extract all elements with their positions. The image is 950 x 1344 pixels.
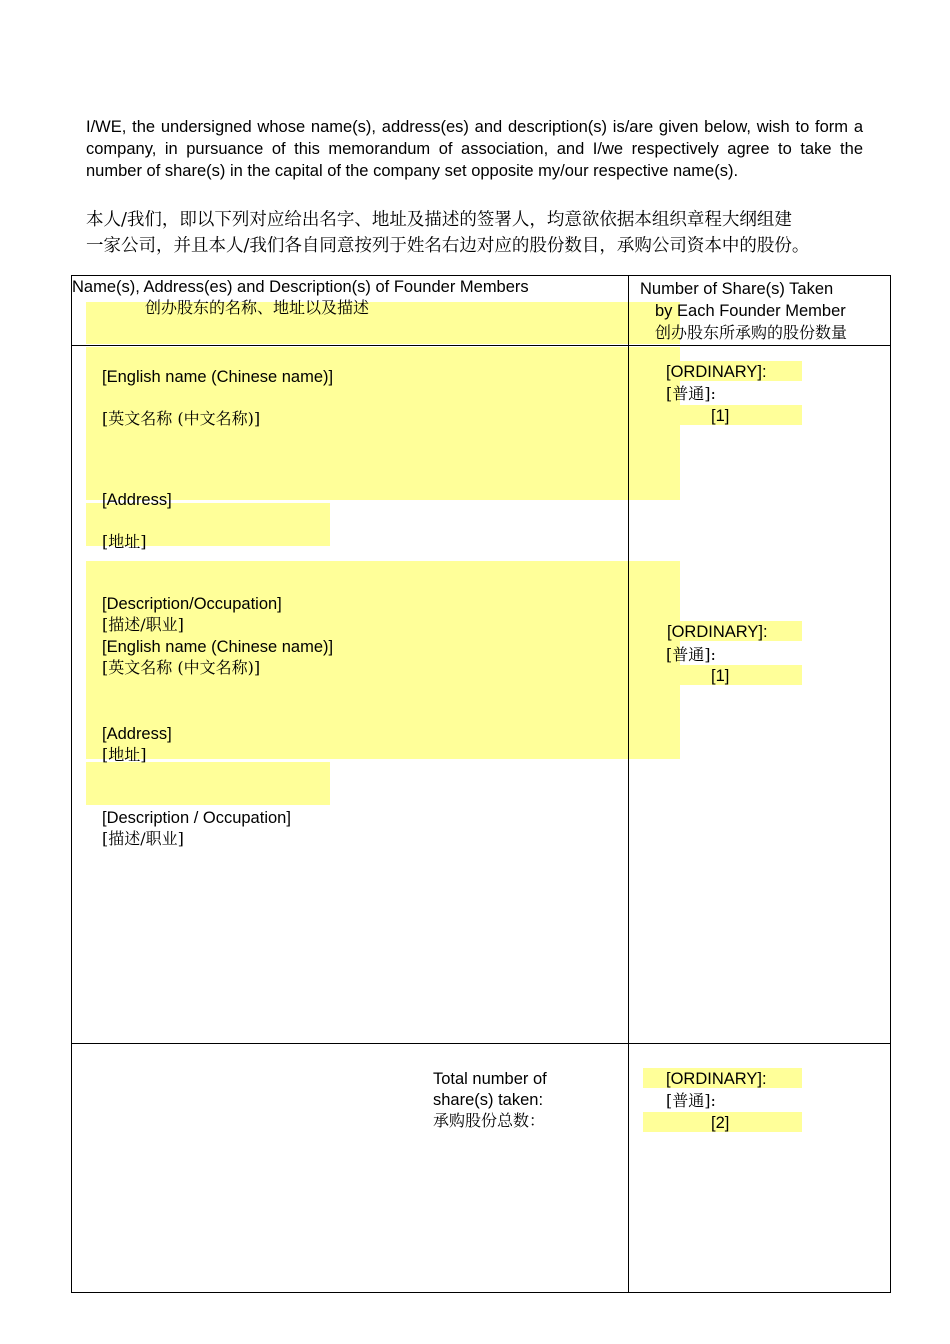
total-share-class-english: [ORDINARY]: [666, 1070, 767, 1088]
member1-share-class-chinese: [普通]: [666, 384, 716, 403]
total-share-count: [2] [711, 1114, 730, 1132]
member2-share-class-english: [ORDINARY]: [667, 623, 768, 641]
intro-english: I/WE, the undersigned whose name(s), address(es) and description(s) is/are given below, wish to form a company, in pursuance of this memorandum of association, and I/we respectively agree to take the number of share(s) in the capital of the company set opposite my/our respective name(s). [86, 118, 863, 180]
member2-description-english: [Description / Occupation] [102, 809, 291, 827]
total-label-english-2: share(s) taken: [433, 1091, 544, 1109]
header-left-english: Name(s), Address(es) and Description(s) of Founder Members [72, 278, 529, 296]
member2-address-english: [Address] [102, 725, 172, 743]
table-total-divider [71, 1043, 891, 1044]
member1-name-english: [English name (Chinese name)] [102, 368, 334, 386]
member1-address-chinese: [地址] [102, 532, 147, 551]
member2-name-english: [English name (Chinese name)] [102, 638, 334, 656]
total-label-english-1: Total number of [433, 1070, 547, 1088]
member1-share-count: [1] [711, 407, 730, 425]
table-left-border [71, 275, 72, 1293]
table-right-border [890, 275, 891, 1293]
total-label-chinese: 承购股份总数： [433, 1111, 546, 1130]
member2-share-class-chinese: [普通]: [666, 645, 716, 664]
member2-description-chinese: [描述/职业] [102, 829, 184, 848]
table-bottom-border [71, 1292, 891, 1293]
header-right-english-1: Number of Share(s) Taken [640, 280, 834, 298]
table-header-divider [71, 345, 891, 346]
member1-description-chinese: [描述/职业] [102, 615, 184, 634]
header-right-english-2: by Each Founder Member [655, 302, 846, 320]
intro-chinese [86, 207, 876, 259]
total-share-class-chinese: [普通]: [666, 1091, 716, 1110]
header-left-chinese: 创办股东的名称、地址以及描述 [145, 298, 370, 317]
highlight-member2-address [86, 762, 330, 805]
member1-share-class-english: [ORDINARY]: [666, 363, 767, 381]
intro-chinese-line-2: 一家公司，并且本人/我们各自同意按列于姓名右边对应的股份数目，承购公司资本中的股份。 [86, 236, 810, 256]
table-column-divider [628, 275, 629, 1293]
header-right-chinese: 创办股东所承购的股份数量 [655, 323, 848, 342]
member1-address-english: [Address] [102, 491, 172, 509]
intro-chinese-line-1: 本人/我们，即以下列对应给出名字、地址及描述的签署人，均意欲依据本组织章程大纲组建 [86, 210, 792, 230]
member2-address-chinese: [地址] [102, 745, 147, 764]
member2-share-count: [1] [711, 667, 730, 685]
member1-description-english: [Description/Occupation] [102, 595, 282, 613]
member1-name-chinese: [英文名称 (中文名称)] [102, 409, 261, 428]
member2-name-chinese: [英文名称 (中文名称)] [102, 658, 261, 677]
